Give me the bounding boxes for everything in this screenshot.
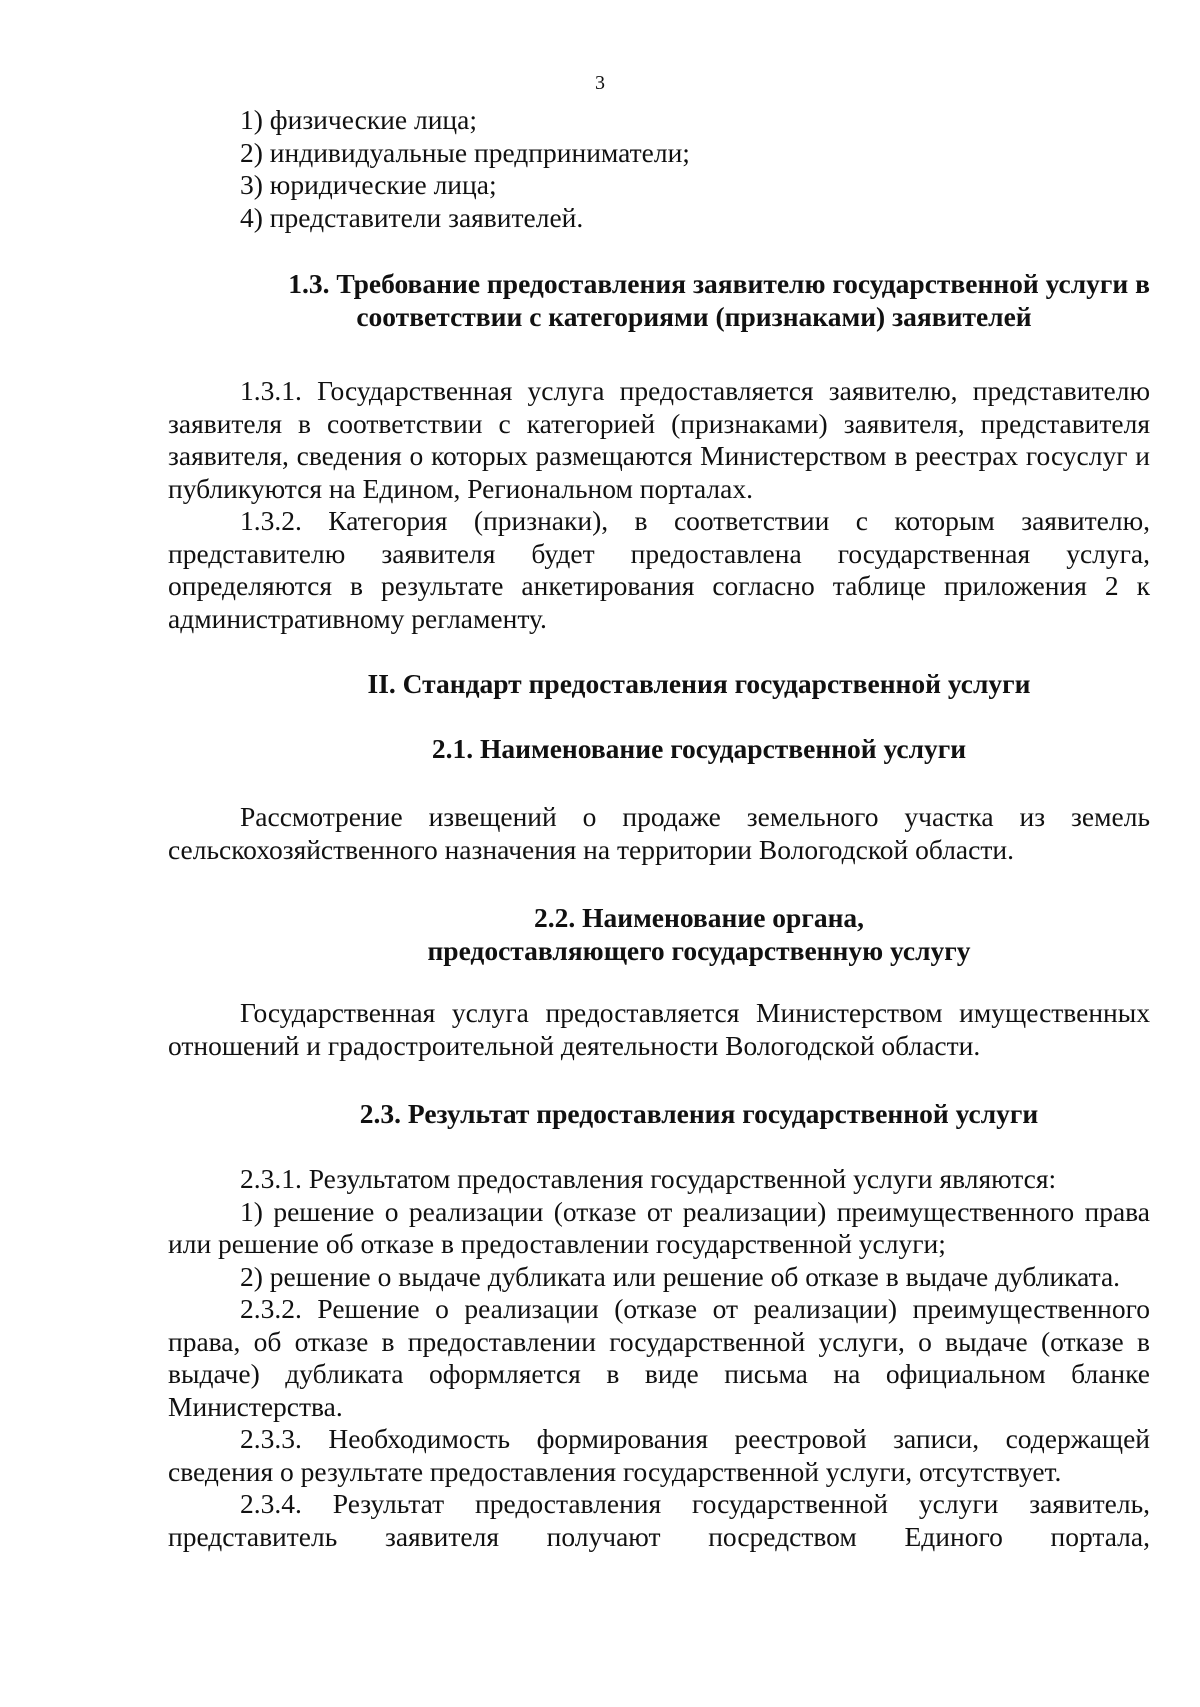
list-item: 3) юридические лица; <box>240 169 497 200</box>
section-2-3-body <box>168 1163 1150 1553</box>
section-2-2-body <box>168 997 1150 1062</box>
paragraph: 2.3.3. Необходимость формирования реестровой записи, содержащей сведения о результате предоставления государственной услуги, отсутствует. <box>168 1423 1150 1487</box>
section-1-3-heading <box>168 268 1150 333</box>
paragraph: 1) решение о реализации (отказе от реализации) преимущественного права или решение об отказе в предоставлении государственной услуги; <box>168 1195 1150 1259</box>
section-heading-line: предоставляющего государственную услугу <box>427 934 971 966</box>
paragraph: Рассмотрение извещений о продаже земельного участка из земель сельскохозяйственного назначения на территории Вологодской области. <box>168 801 1150 865</box>
paragraph: 2.3.4. Результат предоставления государственной услуги заявитель, представитель заявителя получают посредством Единого портала, <box>168 1488 1150 1552</box>
section-2-1-heading <box>168 733 1150 766</box>
paragraph: 2) решение о выдаче дубликата или решение об отказе в выдаче дубликата. <box>240 1260 1121 1292</box>
paragraph: 1.3.2. Категория (признаки), в соответствии с которым заявителю, представителю заявителя будет предоставлена государственная услуга, определяются в результате анкетирования согласно таблице приложения 2 к административному регламенту. <box>168 505 1150 634</box>
section-heading-line: соответствии с категориями (признаками) заявителей <box>356 300 1032 332</box>
section-heading-line: 1.3. Требование предоставления заявителю государственной услуги в <box>288 268 1150 299</box>
page-number: 3 <box>595 72 605 94</box>
list-item: 1) физические лица; <box>240 104 477 135</box>
section-heading: 2.3. Результат предоставления государственной услуги <box>359 1098 1039 1129</box>
list-item: 2) индивидуальные предприниматели; <box>240 136 690 168</box>
applicant-list <box>168 104 1150 234</box>
section-heading-line: 2.2. Наименование органа, <box>533 902 865 933</box>
list-item: 4) представители заявителей. <box>240 201 584 233</box>
section-2-heading <box>168 668 1150 701</box>
section-1-3-body <box>168 375 1150 635</box>
paragraph: 1.3.1. Государственная услуга предоставляется заявителю, представителю заявителя в соответствии с категорией (признаками) заявителя, представителя заявителя, сведения о которых размещаются Министерством в реестрах госуслуг и публикуются на Едином, Региональном порталах. <box>168 375 1150 504</box>
paragraph: Государственная услуга предоставляется Министерством имущественных отношений и градостроительной деятельности Вологодской области. <box>168 997 1150 1061</box>
section-2-1-body <box>168 801 1150 866</box>
section-heading: II. Стандарт предоставления государственной услуги <box>367 668 1031 699</box>
section-2-2-heading <box>168 902 1150 967</box>
section-2-3-heading <box>168 1098 1150 1131</box>
paragraph: 2.3.1. Результатом предоставления государственной услуги являются: <box>240 1163 1057 1194</box>
section-heading: 2.1. Наименование государственной услуги <box>431 733 967 764</box>
paragraph: 2.3.2. Решение о реализации (отказе от реализации) преимущественного права, об отказе в предоставлении государственной услуги, о выдаче (отказе в выдаче) дубликата оформляется в виде письма на официальном бланке Министерства. <box>168 1293 1150 1422</box>
